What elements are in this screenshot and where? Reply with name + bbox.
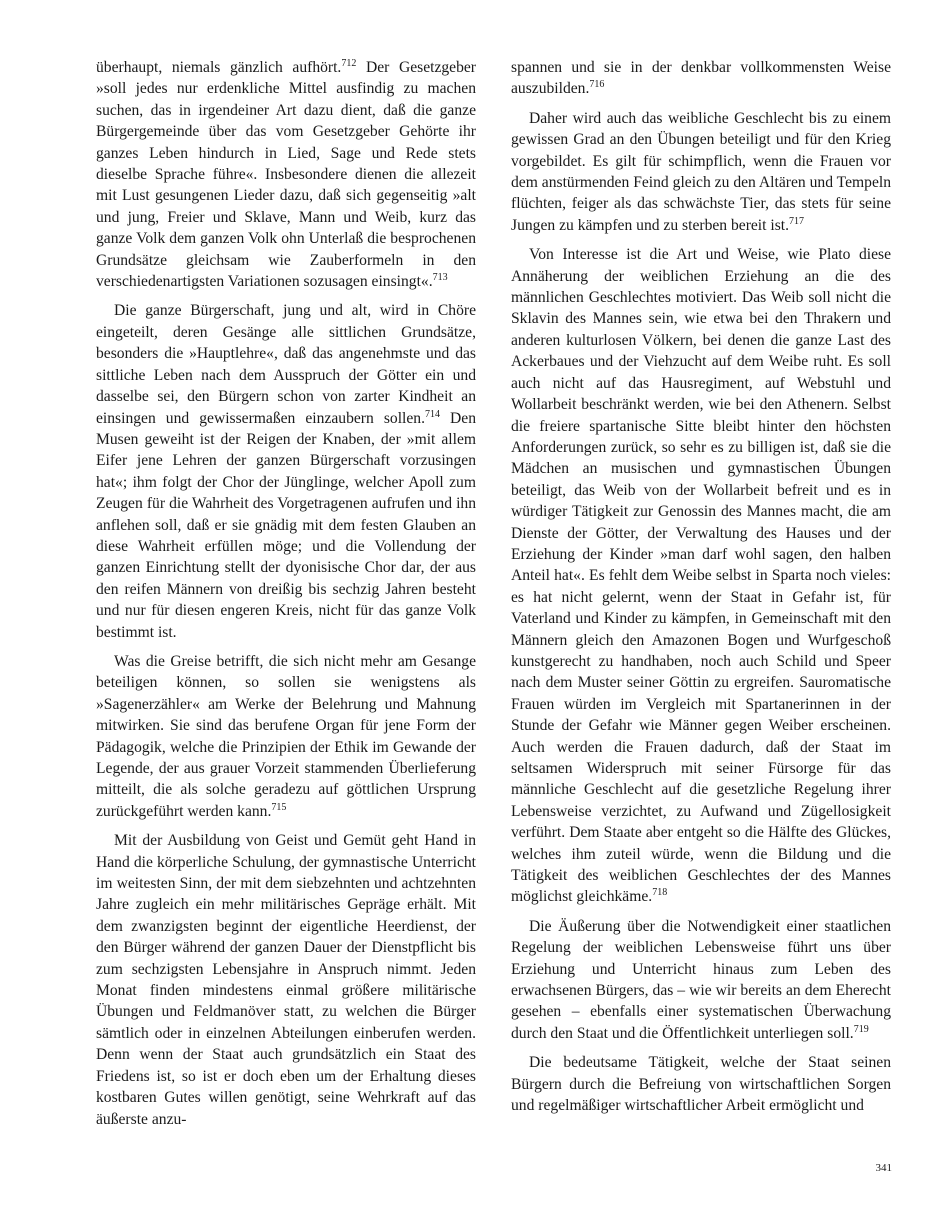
footnote-ref[interactable]: 713	[432, 272, 448, 284]
paragraph: Mit der Ausbildung von Geist und Gemüt geht Hand in Hand die körperliche Schulung, der gymnastische Unterricht im weitesten Sinn, der mit dem siebzehnten und achtzehnten Jahre zugleich ein mehr militärisches Gepräge erhält. Mit dem zwanzigsten beginnt der eigentliche Heerdienst, der den Bürger während der ganzen Dauer der Dienstpflicht bis zum sechzigsten Lebensjahre in Anspruch nimmt. Jeden Monat finden mindestens einmal größere militärische Übungen und Feldmanöver statt, zu welchen die Bürger sämtlich oder in einzelnen Abteilungen einberufen werden. Denn wenn der Staat auch grundsätzlich ein Staat des Friedens ist, so ist er doch eben um der Erhaltung dieses kostbaren Gutes willen genötigt, seine Wehrkraft auf das äußerste anzu-	[96, 832, 476, 1128]
footnote-ref[interactable]: 716	[589, 79, 605, 91]
paragraph: Von Interesse ist die Art und Weise, wie Plato diese Annäherung der weiblichen Erziehung an die des männlichen Geschlechtes motiviert. Das Weib soll nicht die Sklavin des Mannes sein, wie etwa bei den Thrakern und anderen kulturlosen Völkern, bei denen die ganze Last des Ackerbaues und der Viehzucht auf dem Weibe ruht. Es soll auch nicht auf das Hausregiment, auf Webstuhl und Wollarbeit beschränkt werden, wie bei den Athenern. Selbst die freiere spartanische Sitte bleibt hinter den höchsten Anforderungen zurück, so sehr es zu billigen ist, daß sie die Mädchen an musischen und gymnastischen Übungen beteiligt, das Weib von der Wollarbeit befreit und es in würdiger Tätigkeit zur Genossin des Mannes macht, die am Dienste der Götter, der Verwaltung des Hauses und der Erziehung der Kinder »man darf wohl sagen, den halben Anteil hat«. Es fehlt dem Weibe selbst in Sparta noch vieles: es hat nicht gelernt, wenn der Staat in Gefahr ist, für Vaterland und Kinder zu kämpfen, in Gemeinschaft mit den Männern gleich den Amazonen Bogen und Wurfgeschoß kunstgerecht zu handhaben, noch auch Schild und Speer nach dem Muster seiner Göttin zu ergreifen. Sauromatische Frauen würden im Vergleich mit Spartanerinnen in der Stunde der Gefahr wie Männer gegen Weiber erscheinen. Auch werden die Frauen dadurch, daß der Staat im seltsamen Widerspruch mit seiner Fürsorge für das männliche Geschlecht auf die gesetzliche Regelung ihrer Lebensweise verzichtet, zu Aufwand und Zügellosigkeit verführt. Dem Staate aber entgeht so die Hälfte des Glückes, welches ihm zuteil würde, wenn die Bildung und die Tätigkeit des weiblichen Geschlechtes der des Mannes möglichst gleichkäme.$^{718}$	[511, 246, 891, 906]
page-number: 341	[875, 1162, 892, 1174]
paragraph: überhaupt, niemals gänzlich aufhört.$^{712}$ Der Gesetzgeber »soll jedes nur erdenkliche Mittel ausfindig zu machen suchen, das in irgendeiner Art dazu dient, daß die ganze Bürgergemeinde über das vom Gesetzgeber Gehörte ihr ganzes Leben hindurch in Lied, Sage und Rede stets dieselbe Sprache führe«. Insbesondere dienen die allezeit mit Lust gesungenen Lieder dazu, daß sich gegenseitig »alt und jung, Freier und Sklave, Mann und Weib, kurz das ganze Volk dem ganzen Volk ohn Unterlaß die besprochenen Grundsätze gleichsam wie Zauberformeln in den verschiedenartigsten Variationen sozusagen einsingt«.$^{713}$	[96, 58, 476, 291]
paragraph: Die ganze Bürgerschaft, jung und alt, wird in Chöre eingeteilt, deren Gesänge alle sittlichen Grundsätze, besonders die »Hauptlehre«, daß das angenehmste und das sittliche Leben nach dem Ausspruch der Götter ein und dasselbe sei, den Bürgern schon von zarter Kindheit an einsingen und gewissermaßen einzaubern sollen.$^{714}$ Den Musen geweiht ist der Reigen der Knaben, der »mit allem Eifer jene Lehren der ganzen Bürgerschaft vorzusingen hat«; ihm folgt der Chor der Jünglinge, welcher Apoll zum Zeugen für die Wahrheit des Vorgetragenen aufrufen und ihn anflehen soll, daß er sie gnädig mit dem festen Glauben an diese Wahrheit erfüllen möge; und die Vollendung der ganzen Einrichtung stellt der dyonisische Chor dar, der aus den reifen Männern von dreißig bis sechzig Jahren besteht und nur für diesen engeren Kreis, nicht für das ganze Volk bestimmt ist.	[96, 302, 476, 641]
paragraph: Die Äußerung über die Notwendigkeit einer staatlichen Regelung der weiblichen Lebensweise führt uns über Erziehung und Unterricht hinaus zum Leben des erwachsenen Bürgers, das – wie wir bereits an dem Eherecht gesehen – ebenfalls einer systematischen Überwachung durch den Staat und die Öffentlichkeit unterliegen soll.$^{719}$	[511, 917, 891, 1042]
right-column	[511, 57, 891, 1117]
footnote-ref[interactable]: 715	[271, 801, 287, 813]
paragraph: Daher wird auch das weibliche Geschlecht bis zu einem gewissen Grad an den Übungen beteiligt und für den Krieg vorgebildet. Es gilt für schimpflich, wenn die Frauen vor dem anstürmenden Feind gleich zu den Altären und Tempeln flüchten, feiger als das schwächste Tier, das stets für seine Jungen zu kämpfen und zu sterben bereit ist.$^{717}$	[511, 109, 891, 234]
footnote-ref[interactable]: 719	[853, 1023, 869, 1035]
paragraph: Die bedeutsame Tätigkeit, welche der Staat seinen Bürgern durch die Befreiung von wirtschaftlichen Sorgen und regelmäßiger wirtschaftlicher Arbeit ermöglicht und	[511, 1054, 891, 1115]
footnote-ref[interactable]: 717	[789, 215, 805, 227]
paragraph: Was die Greise betrifft, die sich nicht mehr am Gesange beteiligen können, so sollen sie wenigstens als »Sagenerzähler« am Werke der Belehrung und Mahnung mitwirken. Sie sind das berufene Organ für jene Form der Pädagogik, welche die Prinzipien der Ethik im Gewande der Legende, der aus grauer Vorzeit stammenden Überlieferung mitteilt, die als solche geradezu auf göttlichen Ursprung zurückgeführt werden kann.$^{715}$	[96, 652, 476, 820]
footnote-ref[interactable]: 712	[341, 58, 357, 69]
footnote-ref[interactable]: 714	[424, 408, 440, 420]
footnote-ref[interactable]: 718	[652, 887, 668, 899]
paragraph: spannen und sie in der denkbar vollkommensten Weise auszubilden.$^{716}$	[511, 59, 891, 98]
left-column	[96, 57, 476, 1130]
